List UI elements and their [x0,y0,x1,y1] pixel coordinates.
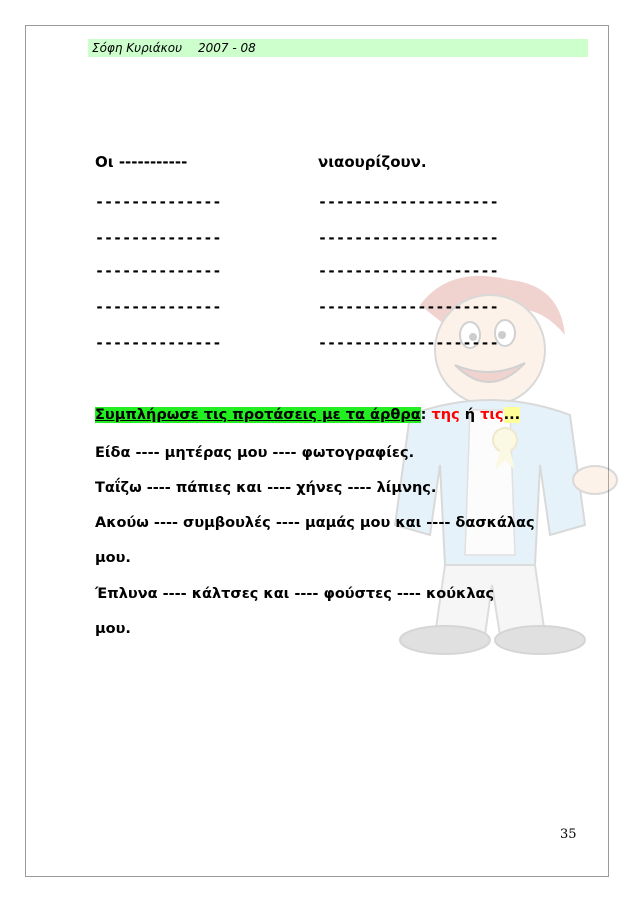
table-row-6-right: -------------------- [318,334,499,352]
instruction-colon: : [420,407,427,423]
table-row-1-right: νιαουρίζουν. [318,153,427,171]
table-row-2-right: -------------------- [318,193,499,211]
table-row-1-left: Οι ----------- [95,153,188,171]
page-number: 35 [560,827,577,842]
header-author: Σόφη Κυριάκου [92,41,183,55]
sentence-4-continued: μου. [95,621,131,637]
table-row-3-right: -------------------- [318,229,499,247]
table-row-6-left: -------------- [95,334,222,352]
instruction-text: Συμπλήρωσε τις προτάσεις με τα άρθρα [95,407,421,423]
table-row-2-left: -------------- [95,193,222,211]
cartoon-boy-watermark-icon [350,265,625,665]
instruction-or: ή [464,407,476,423]
article-option-1: της [431,407,460,423]
sentence-1: Είδα ---- μητέρας μου ---- φωτογραφίες. [95,445,415,461]
table-row-5-right: -------------------- [318,298,499,316]
sentence-3-continued: μου. [95,550,131,566]
header-year: 2007 - 08 [198,41,256,55]
sentence-3: Ακούω ---- συμβουλές ---- μαμάς μου και ---- δασκάλας [95,515,535,531]
instruction-ellipsis: ... [503,407,521,423]
table-row-4-right: -------------------- [318,262,499,280]
table-row-5-left: -------------- [95,298,222,316]
table-row-3-left: -------------- [95,229,222,247]
page-header [92,39,256,57]
article-option-2: τις [480,407,504,423]
table-row-4-left: -------------- [95,262,222,280]
sentence-2: Ταΐζω ---- πάπιες και ---- χήνες ---- λίμνης. [95,480,437,496]
exercise-instruction [95,405,520,425]
sentence-4: Έπλυνα ---- κάλτσες και ---- φούστες ---- κούκλας [95,586,495,602]
